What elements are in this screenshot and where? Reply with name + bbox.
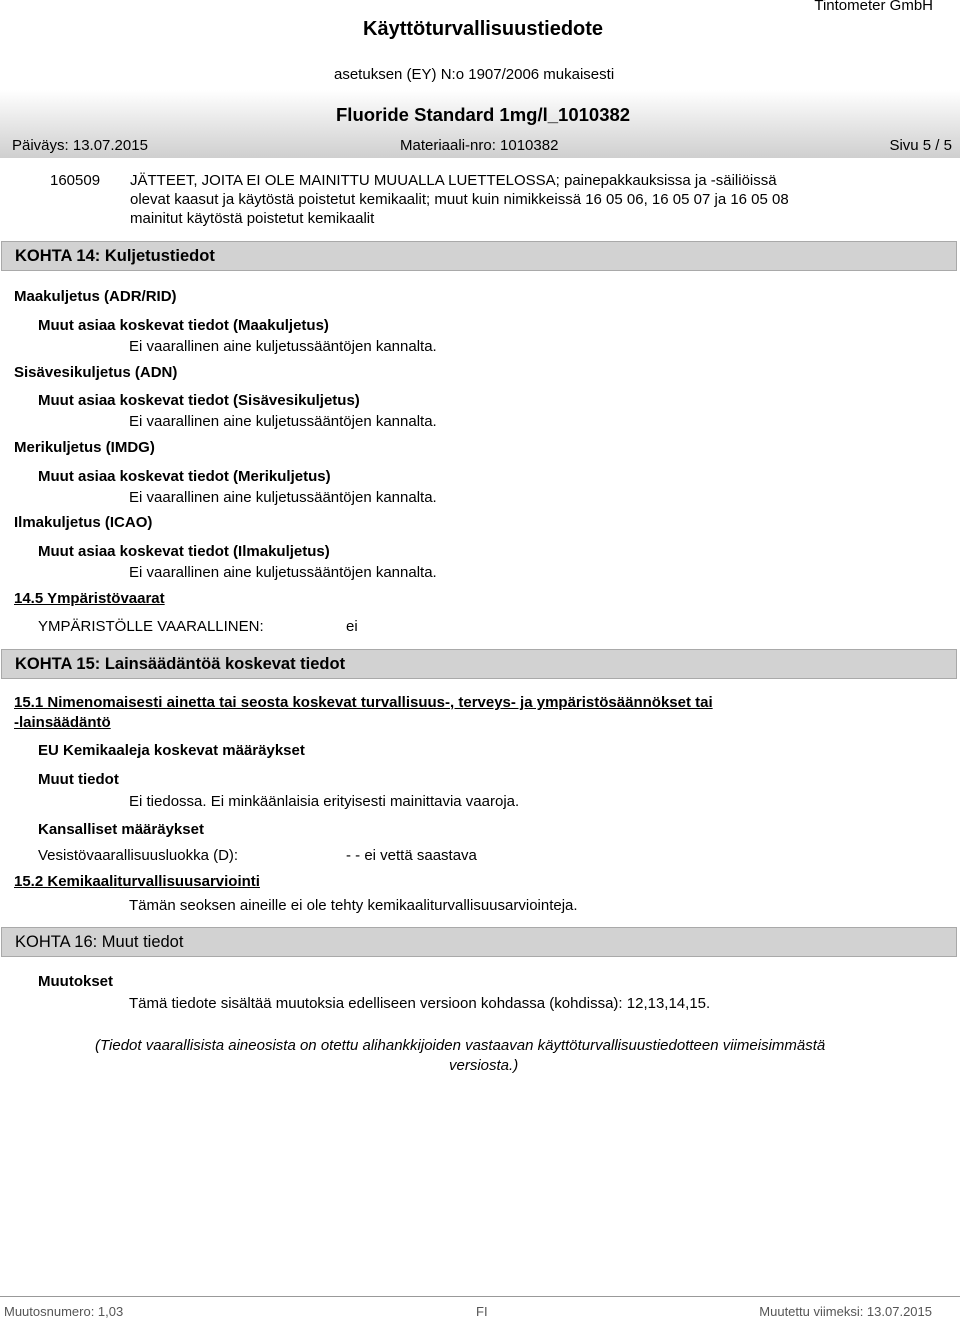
footer-divider	[0, 1296, 960, 1297]
chem-safety-title: 15.2 Kemikaaliturvallisuusarviointi	[14, 873, 260, 890]
document-title: Käyttöturvallisuustiedote	[363, 18, 604, 40]
water-hazard-value: - - ei vettä saastava	[346, 847, 477, 864]
sea-other-text: Ei vaarallinen aine kuljetussääntöjen kannalta.	[129, 489, 437, 506]
reg-15-1-line1: 15.1 Nimenomaisesti ainetta tai seosta koskevat turvallisuus-, terveys- ja ympäristösäännökset tai	[14, 694, 713, 711]
sea-other-title: Muut asiaa koskevat tiedot (Merikuljetus)	[38, 468, 331, 485]
waste-desc-line1: JÄTTEET, JOITA EI OLE MAINITTU MUUALLA LUETTELOSSA; painepakkauksissa ja -säiliöissä	[130, 172, 777, 189]
chem-safety-text: Tämän seoksen aineille ei ole tehty kemikaaliturvallisuusarviointeja.	[129, 897, 578, 914]
land-other-text: Ei vaarallinen aine kuljetussääntöjen kannalta.	[129, 338, 437, 355]
section-15-header: KOHTA 15: Lainsäädäntöä koskevat tiedot	[1, 649, 957, 679]
inland-other-title: Muut asiaa koskevat tiedot (Sisävesikuljetus)	[38, 392, 360, 409]
air-other-title: Muut asiaa koskevat tiedot (Ilmakuljetus)	[38, 543, 330, 560]
last-modified: Muutettu viimeksi: 13.07.2015	[759, 1304, 932, 1319]
national-regulations-title: Kansalliset määräykset	[38, 821, 204, 838]
air-other-text: Ei vaarallinen aine kuljetussääntöjen kannalta.	[129, 564, 437, 581]
land-transport-title: Maakuljetus (ADR/RID)	[14, 288, 177, 305]
other-info-text: Ei tiedossa. Ei minkäänlaisia erityisesti mainittavia vaaroja.	[129, 793, 520, 810]
section-14-header: KOHTA 14: Kuljetustiedot	[1, 241, 957, 271]
material-number: Materiaali-nro: 1010382	[400, 137, 559, 154]
waste-code: 160509	[50, 172, 101, 189]
water-hazard-label: Vesistövaarallisuusluokka (D):	[38, 847, 239, 864]
document-date: Päiväys: 13.07.2015	[12, 137, 148, 154]
regulation-text: asetuksen (EY) N:o 1907/2006 mukaisesti	[334, 66, 615, 83]
note-line1: (Tiedot vaarallisista aineosista on otettu alihankkijoiden vastaavan käyttöturvallisuustiedotteen viimeisimmästä	[95, 1037, 826, 1054]
company-name: Tintometer GmbH	[814, 0, 933, 14]
sea-transport-title: Merikuljetus (IMDG)	[14, 439, 155, 456]
revision-number: Muutosnumero: 1,03	[4, 1304, 124, 1319]
land-other-title: Muut asiaa koskevat tiedot (Maakuljetus)	[38, 317, 329, 334]
inland-other-text: Ei vaarallinen aine kuljetussääntöjen kannalta.	[129, 413, 437, 430]
note-line2: versiosta.)	[449, 1057, 519, 1074]
env-hazard-label: YMPÄRISTÖLLE VAARALLINEN:	[38, 618, 264, 635]
product-name: Fluoride Standard 1mg/l_1010382	[336, 104, 631, 125]
inland-transport-title: Sisävesikuljetus (ADN)	[14, 364, 178, 381]
changes-text: Tämä tiedote sisältää muutoksia edelliseen versioon kohdassa (kohdissa): 12,13,14,15.	[129, 995, 711, 1012]
changes-title: Muutokset	[38, 973, 113, 990]
waste-desc-line3: mainitut käytöstä poistetut kemikaalit	[130, 210, 375, 227]
language-code: FI	[476, 1304, 488, 1319]
other-info-title: Muut tiedot	[38, 771, 119, 788]
page-number: Sivu 5 / 5	[889, 137, 952, 154]
section-16-title: KOHTA 16: Muut tiedot	[15, 933, 184, 951]
eu-regulations-title: EU Kemikaaleja koskevat määräykset	[38, 742, 305, 759]
air-transport-title: Ilmakuljetus (ICAO)	[14, 514, 153, 531]
reg-15-1-line2: -lainsäädäntö	[14, 714, 111, 731]
waste-desc-line2: olevat kaasut ja käytöstä poistetut kemikaalit; muut kuin nimikkeissä 16 05 06, 16 05 07 ja 16 05 08	[130, 191, 789, 208]
env-hazard-value: ei	[346, 618, 358, 635]
section-16-header	[1, 927, 957, 957]
env-hazards-title: 14.5 Ympäristövaarat	[14, 590, 165, 607]
